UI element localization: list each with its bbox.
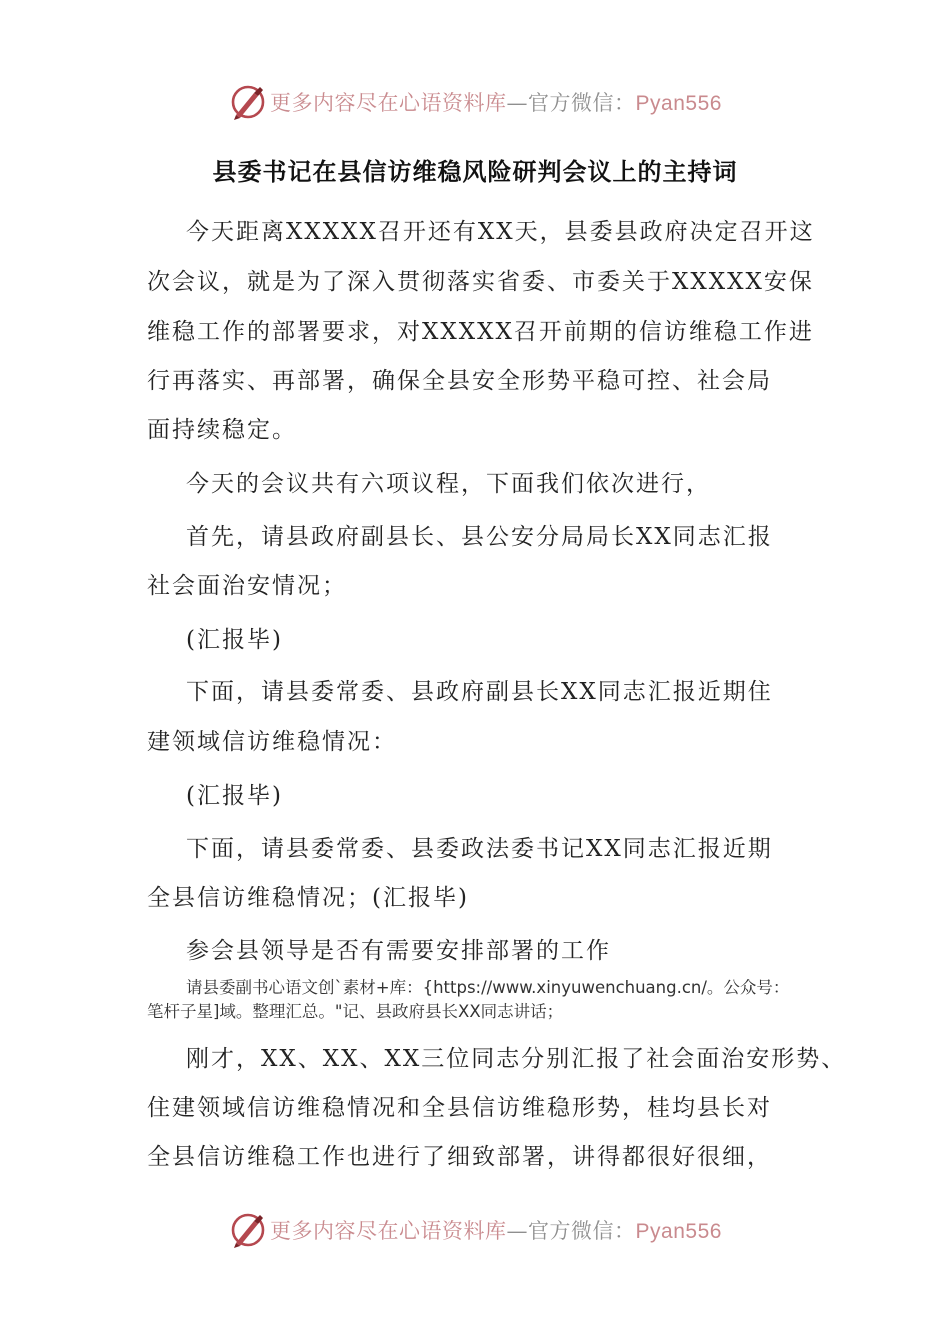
paragraph-line: 建领域信访维稳情况： [147, 729, 397, 755]
banner-text [270, 87, 722, 117]
paragraph-line: 今天的会议共有六项议程，下面我们依次进行， [186, 471, 711, 497]
inserted-small-text-line: 笔杆子星]域。整理汇总。"记、县政府县长XX同志讲话； [147, 1002, 564, 1021]
banner-wechat-id: Pyan556 [635, 92, 722, 115]
banner-wechat-id: Pyan556 [635, 1220, 722, 1243]
paragraph-line: 次会议，就是为了深入贯彻落实省委、市委关于XXXXX安保 [147, 269, 814, 295]
paragraph-line: 社会面治安情况； [147, 573, 347, 599]
paragraph-line: 面持续稳定。 [147, 417, 297, 443]
paragraph-line: 下面，请县委常委、县委政法委书记XX同志汇报近期 [186, 836, 773, 862]
paragraph-line: 行再落实、再部署，确保全县安全形势平稳可控、社会局 [147, 368, 772, 394]
banner-text [270, 1215, 722, 1245]
paragraph-line: 下面，请县委常委、县政府副县长XX同志汇报近期住 [186, 679, 773, 705]
document-title: 县委书记在县信访维稳风险研判会议上的主持词 [212, 158, 738, 186]
banner-main-text: 更多内容尽在心语资料库 [270, 91, 507, 115]
paragraph-line: 参会县领导是否有需要安排部署的工作 [186, 938, 611, 964]
paragraph-line: (汇报毕) [186, 783, 283, 809]
banner-sub-text: —官方微信： [506, 1219, 636, 1243]
banner-main-text: 更多内容尽在心语资料库 [270, 1219, 507, 1243]
paragraph-line: 住建领域信访维稳情况和全县信访维稳形势，桂均县长对 [147, 1095, 772, 1121]
inserted-small-text-line: 请县委副书心语文创`素材+库：{https://www.xinyuwenchuang.cn/。公众号： [186, 978, 790, 997]
paragraph-line: 维稳工作的部署要求，对XXXXX召开前期的信访维稳工作进 [147, 319, 814, 345]
paragraph-line: 全县信访维稳情况；(汇报毕) [147, 885, 469, 911]
paragraph-line: 首先，请县政府副县长、县公安分局局长XX同志汇报 [186, 524, 773, 550]
pen-circle-logo-icon [228, 1210, 268, 1250]
paragraph-line: 今天距离XXXXX召开还有XX天，县委县政府决定召开这 [186, 219, 815, 245]
paragraph-line: (汇报毕) [186, 627, 283, 653]
paragraph-line: 刚才，XX、XX、XX三位同志分别汇报了社会面治安形势、 [186, 1046, 847, 1072]
banner-sub-text: —官方微信： [506, 91, 636, 115]
header-watermark-banner [0, 80, 950, 124]
paragraph-line: 全县信访维稳工作也进行了细致部署，讲得都很好很细， [147, 1144, 772, 1170]
pen-circle-logo-icon [228, 82, 268, 122]
footer-watermark-banner [0, 1208, 950, 1252]
